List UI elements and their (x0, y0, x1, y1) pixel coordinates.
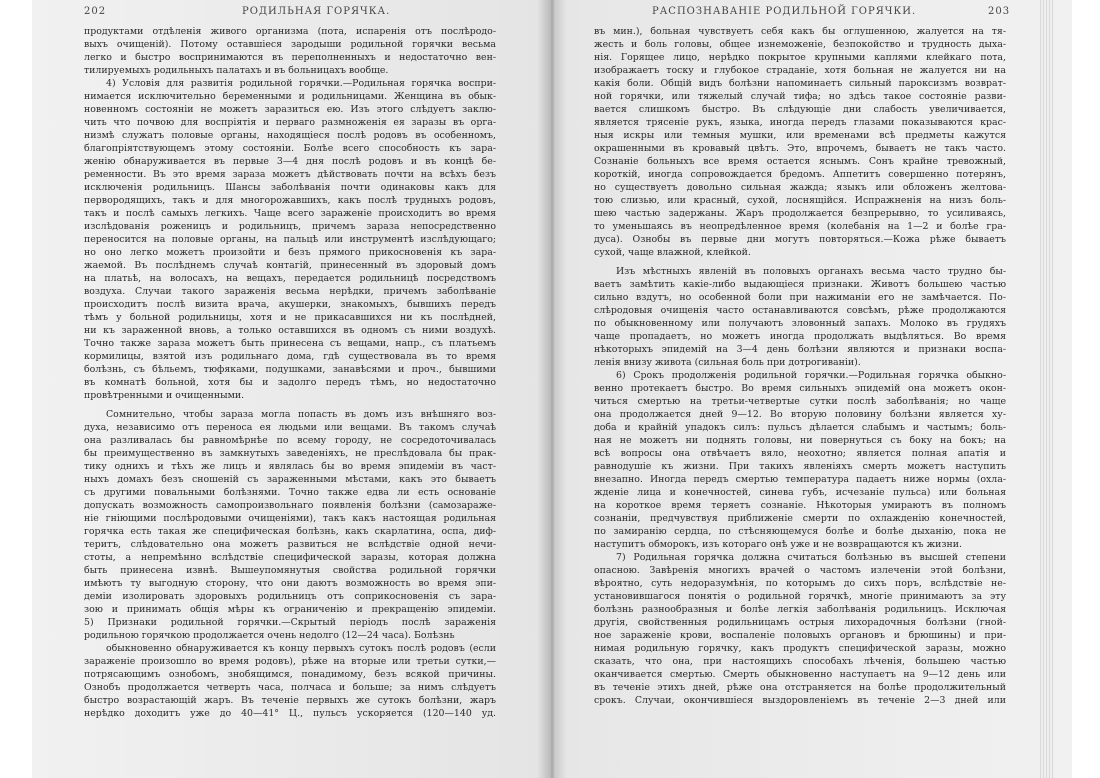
right-page (552, 0, 1072, 778)
text-line: оканчивается смертью. Смерть обыкновенно наступаетъ на 9—12 день или (594, 669, 1006, 680)
text-line: Точно также зараза можетъ быть принесена съ вещами, напр., съ платьемъ (84, 338, 496, 349)
text-line: 4) Условія для развитія родильной горячки.—Родильная горячка воспри- (106, 78, 496, 89)
text-line: духа, независимо отъ переноса ея людьми или вещами. Въ такомъ случаѣ (84, 422, 496, 433)
text-line: ленія внизу живота (сильная боль при дотрогиваніи). (594, 357, 861, 368)
text-line: происходитъ послѣ визита врача, акушерки, знакомыхъ, бывшихъ передъ (84, 299, 496, 310)
text-line: но существуетъ довольно сильная жажда; языкъ или обложенъ желтова- (594, 182, 1006, 193)
text-line: жденіе лица и конечностей, синева губъ, исчезаніе пульса) или больная (594, 487, 1006, 498)
left-page-number: 202 (84, 6, 107, 17)
text-line: кормилицы, взятой изъ родильнаго дома, гдѣ существовала въ то время (84, 351, 496, 362)
text-line: ніе гніющими послѣродовыми очищеніями), такъ какъ настоящая родильная (84, 513, 496, 524)
text-line: допускать возможность самопроизвольнаго появленія болѣзни (самозараже- (84, 500, 496, 511)
text-line: деміи изолировать здоровыхъ родильницъ отъ соприкосновенія съ зара- (84, 591, 496, 602)
text-line: она продолжается дней 9—12. Во вторую половину болѣзни является ху- (594, 409, 1006, 420)
text-line: бы преимущественно въ замкнутыхъ заведеніяхъ, не преслѣдовала бы прак- (84, 448, 496, 459)
text-line: нерѣдко доходитъ уже до 40—41° Ц., пульсъ ускоряется (120—140 уд. (84, 708, 496, 719)
text-line: дуса). Ознобы въ первые дни могутъ повторяться.—Кожа рѣже бываетъ (594, 234, 1006, 245)
right-running-title: РАСПОЗНАВАНІЕ РОДИЛЬНОЙ ГОРЯЧКИ. (652, 6, 917, 17)
text-line: вѣроятно, суть недоразумѣнія, по которымъ до сихъ поръ, вслѣдствіе не- (594, 578, 1006, 589)
text-line: Сознаніе больныхъ все время остается яснымъ. Сонъ крайне тревожный, (594, 156, 1006, 167)
text-line: быстро возрастающій жаръ. Въ теченіе первыхъ же сутокъ болѣзни, жаръ (84, 695, 496, 706)
text-line: вается слишкомъ быстро. Въ слѣдующіе дни слабость увеличивается, (594, 104, 1006, 115)
text-line: ной горячки, или тяжелый случай тифа; но здѣсь такое состояніе разви- (594, 91, 1006, 102)
text-line: она разливалась бы равномѣрнѣе по всему городу, не сосредоточивалась (84, 435, 496, 446)
text-line: чить что почвою для воспріятія и перваго размноженія ея заразы въ орга- (84, 117, 496, 128)
text-line: переносится на половые органы, на пальцѣ или инструментѣ изслѣдующаго; (84, 234, 496, 245)
text-line: первородящихъ, такъ и для многорожавшихъ, какъ послѣ трудныхъ родовъ, (84, 195, 496, 206)
text-line: тилируемыхъ родильныхъ палатахъ и въ больницахъ вообще. (84, 65, 389, 76)
right-page-text (594, 25, 1006, 707)
text-line: легко и быстро воспринимаются въ переполненныхъ и недостаточно вен- (84, 52, 496, 63)
text-line: всѣ вопросы она отвѣчаетъ вяло, неохотно; является полная апатія и (594, 448, 1006, 459)
text-line: сильно вздутъ, но особенной боли при нажиманіи его не замѣчается. По- (594, 292, 1006, 303)
left-page (32, 0, 552, 778)
text-line: ременности. Въ это время зараза можетъ дѣйствовать почти на всѣхъ безъ (84, 169, 496, 180)
text-line: провѣтренными и очищенными. (84, 390, 245, 401)
text-line: короткій, иногда сопровождается бредомъ. Аппетитъ совершенно потерянъ, (594, 169, 1006, 180)
text-line: низмѣ служатъ половые органы, находящіеся послѣ родовъ въ особенномъ, (84, 130, 496, 141)
text-line: жаемой. Въ послѣднемъ случаѣ контагій, принесенный въ здоровый домъ (84, 260, 496, 271)
text-line: Ознобъ продолжается четверть часа, полчаса и больше; за нимъ слѣдуетъ (84, 682, 496, 693)
text-line: 6) Срокъ продолженія родильной горячки.—Родильная горячка обыкно- (616, 370, 1006, 381)
text-line: воздуха. Случаи такого зараженія весьма нерѣдки, причемъ заболѣваніе (84, 286, 496, 297)
right-page-number: 203 (988, 6, 1011, 17)
text-line: обыкновенно обнаруживается къ концу первыхъ сутокъ послѣ родовъ (если (106, 643, 496, 654)
book-gutter (537, 0, 567, 778)
text-line: ныхъ домахъ безъ сношеній съ зараженными мѣстами, какъ это бываетъ (84, 474, 496, 485)
text-line: болѣзнь, съ бѣльемъ, тюфяками, подушками, занавѣсями и проч., бывшими (84, 364, 496, 375)
text-line: сухой, чаще влажной, клейкой. (594, 247, 751, 258)
text-line: чаще пропадаетъ, но можетъ иногда продолжать выдѣляться. Во время (594, 331, 1006, 342)
text-line: изображаетъ тоску и глубокое страданіе, хотя больная не жалуется ни на (594, 65, 1006, 76)
text-line: другія, свойственныя родильницамъ острыя лихорадочныя болѣзни (гной- (594, 617, 1006, 628)
text-line: ваетъ замѣтить какіе-либо выдающіеся признаки. Животъ большею частью (594, 279, 1006, 290)
text-line: ная не можетъ ни поднять головы, ни повернуться съ боку на бокъ; на (594, 435, 1006, 446)
text-line: съ другими повальными болѣзнями. Точно также едва ли есть основаніе (84, 487, 496, 498)
text-line: тою слизью, или красный, сухой, лоснящійся. Испражненія на низъ боль- (594, 195, 1006, 206)
text-line: въ теченіе этихъ дней, рѣже она отстраняется на болѣе продолжительный (594, 682, 1006, 693)
text-line: нимается исключительно беременными и родильницами. Женщина въ обык- (84, 91, 496, 102)
text-line: на платьѣ, на волосахъ, на вещахъ, передается родильницѣ посредствомъ (84, 273, 496, 284)
text-line: доба и крайній упадокъ силъ: пульсъ дѣлается слабымъ и частымъ; боль- (594, 422, 1006, 433)
text-line: нѣкоторыхъ эпидемій на 3—4 день болѣзни являются и признаки воспа- (594, 344, 1006, 355)
text-line: на короткое время теряетъ сознаніе. Нѣкоторыя умираютъ въ полномъ (594, 500, 1006, 511)
book-spread (32, 0, 1072, 778)
text-line: тѣмъ у больной родильницы, хотя и не прикасавшихся ни къ послѣдней, (84, 312, 496, 323)
text-line: зараженіе произошло во время родовъ), рѣже на вторые или третьи сутки,— (84, 656, 496, 667)
text-line: продуктами отдѣленія живого организма (пота, испаренія отъ послѣродо- (84, 26, 496, 37)
text-line: такъ и послѣ самыхъ легкихъ. Чаще всего зараженіе происходитъ во время (84, 208, 496, 219)
text-line: имѣютъ ту выгодную сторону, что они даютъ возможность во время эпи- (84, 578, 496, 589)
text-line: горячка есть такая же специфическая болѣзнь, какъ скарлатина, оспа, диф- (84, 526, 496, 537)
text-line: Сомнительно, чтобы зараза могла попасть въ домъ изъ внѣшняго воз- (106, 409, 496, 420)
text-line: въ комнатѣ больной, хотя бы и задолго передъ тѣмъ, но недостаточно (84, 377, 496, 388)
text-line: по замиранію сердца, по стѣсняющемуся болѣе и болѣе дыханію, пока не (594, 526, 1006, 537)
text-line: сознаніи, предчувствуя приближеніе смерти по охлажденію конечностей, (594, 513, 1006, 524)
text-line: Изъ мѣстныхъ явленій въ половыхъ органахъ весьма часто трудно бы- (616, 266, 1006, 277)
text-line: тику однихъ и тѣхъ же лицъ и являлась бы во время эпидеміи въ част- (84, 461, 496, 472)
text-line: слѣродовыя очищенія часто останавливаются совсѣмъ, рѣже продолжаются (594, 305, 1006, 316)
text-line: опасною. Завѣренія многихъ врачей о частомъ излеченіи этой болѣзни, (594, 565, 1006, 576)
text-line: ное зараженіе крови, воспаленіе половыхъ органовъ и брюшины) и при- (594, 630, 1006, 641)
text-line: нія. Горящее лицо, нерѣдко покрытое крупными каплями клейкаго пота, (594, 52, 1006, 63)
text-line: по обыкновенному или получаютъ зловонный запахъ. Молоко въ грудяхъ (594, 318, 1006, 329)
text-line: изслѣдованія роженицъ и родильницъ, причемъ зараза непосредственно (84, 221, 496, 232)
text-line: читься смертью на третьи-четвертые сутки послѣ заболѣванія; но чаще (594, 396, 1006, 407)
left-page-text (84, 25, 496, 720)
text-line: выхъ очищеній). Потому оставшіеся зародыши родильной горячки весьма (84, 39, 496, 50)
text-line: окрашенными въ кровавый цвѣтъ. Это, впрочемъ, бываетъ не такъ часто. (594, 143, 1006, 154)
text-line: болѣзнь разнообразныя и болѣе легкія заболѣванія родильницъ. Исключая (594, 604, 1006, 615)
text-line: нимая родильную горячку, какъ продуктъ специфической заразы, можно (594, 643, 1006, 654)
text-line: срокъ. Случаи, окончившіеся выздоровленіемъ въ теченіе 2—3 дней или (594, 695, 1006, 706)
text-line: ныя искры или темныя мушки, или временами всѣ предметы кажутся (594, 130, 1006, 141)
text-line: какія боли. Общій видъ болѣзни напоминаетъ сильный пароксизмъ возврат- (594, 78, 1006, 89)
text-line: стоты, а непремѣнно вслѣдствіе специфической заразы, которая должна (84, 552, 496, 563)
text-line: то уменьшаясь въ неопредѣленное время (колебанія на 1—2 и болѣе гра- (594, 221, 1006, 232)
text-line: сказать, что она, при настоящихъ способахъ лѣченія, большею частью (594, 656, 1006, 667)
text-line: исключенія родильницъ. Шансы заболѣванія почти одинаковы какъ для (84, 182, 496, 193)
text-line: благопріятствующемъ этому состояніи. Болѣе всего способность къ зара- (84, 143, 496, 154)
text-line: но оно легко можетъ произойти и безъ прямого прикосновенія къ зара- (84, 247, 496, 258)
text-line: наступитъ обморокъ, изъ котораго онѣ уже и не возвращаются къ жизни. (594, 539, 963, 550)
page-edge-lines (1040, 0, 1054, 778)
text-line: равнодушіе къ жизни. При такихъ явленіяхъ смерть можетъ наступить (594, 461, 1006, 472)
text-line: жесть и боль головы, общее изнеможеніе, безпокойство и трудность дыха- (594, 39, 1006, 50)
text-line: женію обнаруживается въ первые 3—4 дня послѣ родовъ и въ концѣ бе- (84, 156, 496, 167)
text-line: установившагося понятія о родильной горячкѣ, многіе принимаютъ за эту (594, 591, 1006, 602)
text-line: родильною горячкою продолжается очень недолго (12—24 часа). Болѣзнь (84, 630, 455, 641)
text-line: шею частью задержаны. Жаръ продолжается безпрерывно, то усиливаясь, (594, 208, 1006, 219)
text-line: является трясеніе рукъ, языка, иногда передъ глазами показываются крас- (594, 117, 1006, 128)
text-line: 7) Родильная горячка должна считаться болѣзнью въ высшей степени (616, 552, 1006, 563)
text-line: новенномъ состояніи не можетъ заразиться ею. Изъ этого слѣдуетъ заклю- (84, 104, 496, 115)
text-line: быть принесена извнѣ. Вышеупомянутыя свойства родильной горячки (84, 565, 496, 576)
text-line: зою и принимать общія мѣры къ ограниченію и прекращенію эпидеміи. (84, 604, 496, 615)
text-line: теритъ, слѣдовательно она можетъ развиться не вслѣдствіе одной нечи- (84, 539, 496, 550)
text-line: ни къ зараженной вновь, а только оставшихся въ одномъ съ ними воздухѣ. (84, 325, 496, 336)
text-line: внезапно. Иногда передъ смертью температура падаетъ ниже нормы (охла- (594, 474, 1006, 485)
text-line: потрясающимъ ознобомъ, знобящимся, понадимому, безъ всякой причины. (84, 669, 496, 680)
text-line: въ мин.), больная чувствуетъ себя какъ бы оглушенною, жалуется на тя- (594, 26, 1006, 37)
text-line: 5) Признаки родильной горячки.—Скрытый періодъ послѣ зараженія (84, 617, 496, 628)
left-running-title: РОДИЛЬНАЯ ГОРЯЧКА. (242, 6, 391, 17)
text-line: венно протекаетъ быстро. Во время сильныхъ эпидемій она можетъ окон- (594, 383, 1006, 394)
